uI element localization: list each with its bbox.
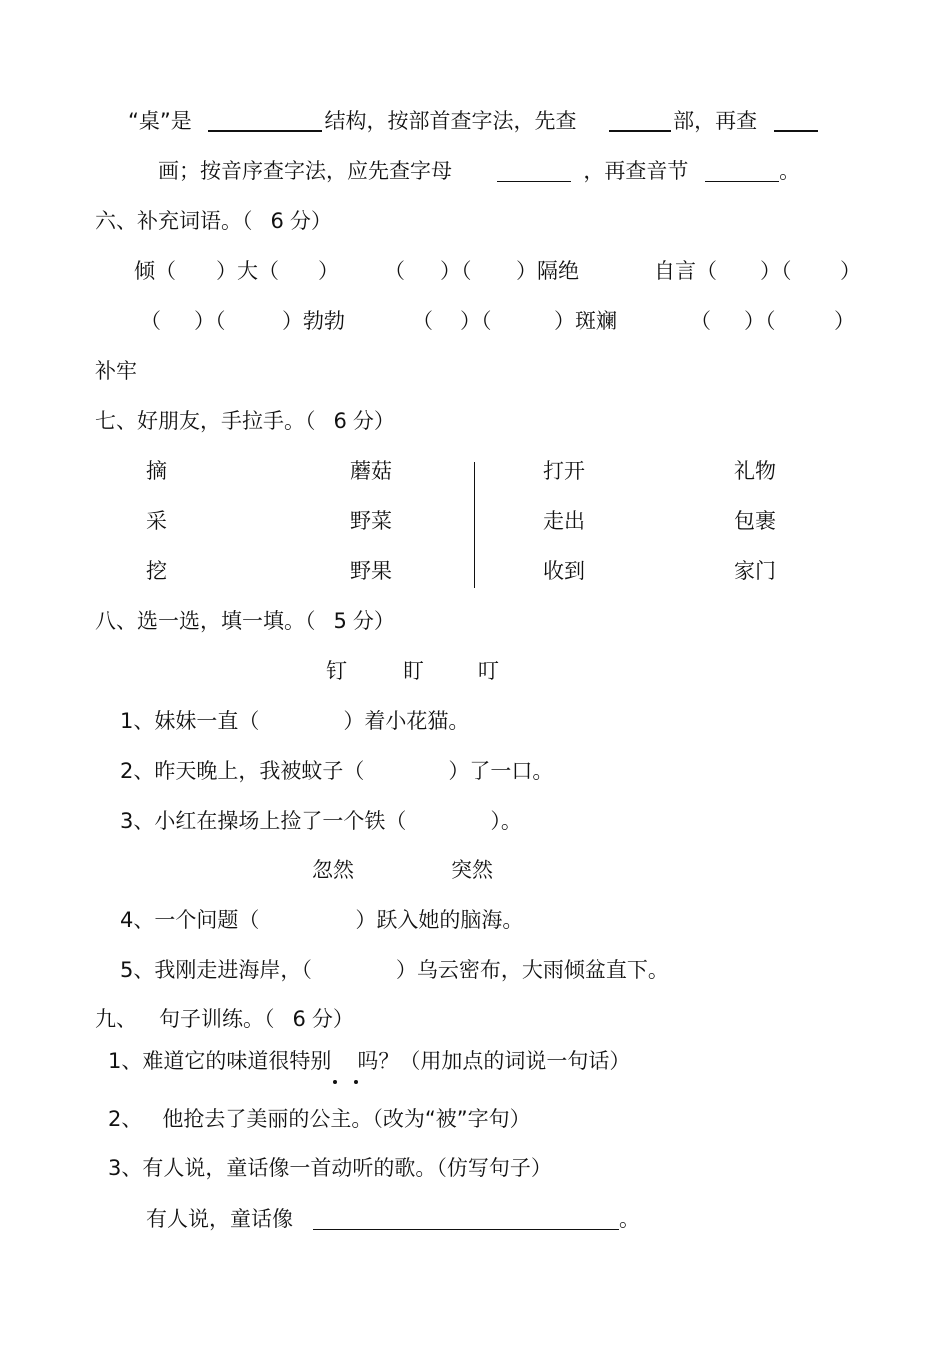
noun-6[interactable]: 家门 (734, 559, 776, 583)
imitation-answer-blank[interactable] (313, 1207, 619, 1230)
question-text-b: 吗？（用加点的词说一句话） (357, 1049, 631, 1073)
sentence-question-1 (108, 1048, 630, 1074)
noun-3[interactable]: 野果 (350, 559, 392, 583)
section-6-title (95, 208, 332, 234)
question-number: 2、 (108, 1107, 143, 1131)
section-7-title (95, 408, 395, 434)
option-huran: 忽然 (312, 858, 354, 882)
verb-2[interactable]: 采 (146, 509, 167, 533)
question-number: 2、 (120, 759, 155, 783)
dictionary-question-line-1 (128, 108, 818, 134)
radical-blank[interactable] (609, 108, 671, 132)
verb-3[interactable]: 挖 (146, 559, 167, 583)
zhuo-label: “桌”是 (128, 109, 192, 133)
question-text-b: ）乌云密布，大雨倾盆直下。 (395, 958, 669, 982)
question-text-a: 小红在操场上捡了一个铁（ (154, 809, 407, 833)
fill-question-1 (120, 708, 469, 734)
idiom-5-part-c: ）斑斓 (554, 309, 617, 333)
pinyin-method-text: 画；按音序查字法，应先查字母 (158, 159, 452, 183)
question-text-b: ）了一口。 (448, 759, 554, 783)
emphasis-dot (354, 1080, 358, 1084)
question-text-a: 昨天晚上，我被蚊子（ (154, 759, 365, 783)
noun-5[interactable]: 包裹 (734, 509, 776, 533)
section-7-score: 6 (333, 409, 347, 433)
dictionary-question-line-2 (158, 158, 800, 184)
noun-4[interactable]: 礼物 (734, 459, 776, 483)
verb-5[interactable]: 走出 (543, 509, 585, 533)
syllable-text: ，再查音节 (583, 159, 689, 183)
option-turan: 突然 (451, 858, 493, 882)
period: 。 (779, 159, 801, 183)
idiom-1-part-a: 倾（ (134, 259, 176, 283)
option-ding-stare: 盯 (403, 659, 424, 683)
radical-text: 部，再查 (673, 109, 758, 133)
section-6-unit: 分） (289, 209, 332, 233)
section-9-score: 6 (292, 1007, 306, 1031)
question-number: 4、 (120, 908, 155, 932)
sentence-question-3-answer (146, 1206, 640, 1232)
noun-1[interactable]: 蘑菇 (350, 459, 392, 483)
idiom-2-part-c: ）隔绝 (516, 259, 579, 283)
strokes-blank[interactable] (774, 108, 818, 132)
question-number: 1、 (120, 709, 155, 733)
letter-blank[interactable] (497, 159, 571, 182)
idiom-2-part-b: ）（ (440, 259, 472, 283)
idiom-4-part-b: ）（ (194, 309, 226, 333)
idiom-3-part-a: 自言（ (654, 259, 717, 283)
idiom-1-part-b: ）大（ (216, 259, 279, 283)
verb-6[interactable]: 收到 (543, 559, 585, 583)
idiom-4-part-c: ）勃勃 (282, 309, 345, 333)
question-text-b: ）。 (490, 809, 522, 833)
question-text-a: 我刚走进海岸，（ (154, 958, 312, 982)
question-text-a: 有人说，童话像一首动听的歌。（仿写句子） (142, 1156, 552, 1180)
question-text-a: 他抢去了美丽的公主。（改为“被”字句） (162, 1107, 531, 1131)
fill-question-2 (120, 758, 553, 784)
answer-prefix: 有人说，童话像 (146, 1207, 293, 1231)
verb-4[interactable]: 打开 (543, 459, 585, 483)
section-6-title-text: 六、补充词语。（ (95, 209, 253, 233)
question-text-a: 妹妹一直（ (154, 709, 260, 733)
idiom-6-part-c: ） (834, 309, 855, 333)
idiom-row-3: 补牢 (95, 359, 137, 383)
section-9-title (95, 1006, 354, 1032)
section-7-title-text: 七、好朋友，手拉手。（ (95, 409, 316, 433)
section-9-title-text: 句子训练。（ (159, 1007, 275, 1031)
period: 。 (619, 1207, 640, 1231)
question-number: 3、 (108, 1156, 143, 1180)
sentence-question-3 (108, 1155, 552, 1181)
question-number: 3、 (120, 809, 155, 833)
verb-1[interactable]: 摘 (146, 459, 167, 483)
idiom-2-part-a: （ (384, 259, 405, 283)
idiom-6-part-b: ）（ (744, 309, 776, 333)
section-9-unit: 分） (311, 1007, 354, 1031)
fill-question-3 (120, 808, 522, 834)
section-9-title-number: 九、 (95, 1007, 137, 1031)
option-ding-nail: 钉 (326, 659, 347, 683)
noun-2[interactable]: 野菜 (350, 509, 392, 533)
fill-question-4 (120, 907, 523, 933)
idiom-1-part-c: ） (318, 259, 339, 283)
section-8-title-text: 八、选一选，填一填。（ (95, 609, 316, 633)
option-ding-bite: 叮 (478, 659, 499, 683)
section-8-unit: 分） (352, 609, 395, 633)
section-8-title (95, 608, 395, 634)
structure-text: 结构，按部首查字法，先查 (324, 109, 577, 133)
section-6-score: 6 (270, 209, 284, 233)
column-divider (474, 462, 475, 588)
question-text-a: 一个问题（ (154, 908, 260, 932)
syllable-blank[interactable] (705, 159, 779, 182)
sentence-question-2 (108, 1106, 531, 1132)
question-text-b: ）跃入她的脑海。 (355, 908, 524, 932)
idiom-6-part-a: （ (690, 309, 711, 333)
structure-blank[interactable] (208, 108, 322, 132)
question-number: 1、 (108, 1049, 143, 1073)
idiom-3-part-b: ）（ (760, 259, 792, 283)
emphasis-dot (333, 1080, 337, 1084)
idiom-5-part-a: （ (412, 309, 433, 333)
fill-question-5 (120, 957, 669, 983)
question-number: 5、 (120, 958, 155, 982)
section-7-unit: 分） (352, 409, 395, 433)
question-text-b: ）着小花猫。 (343, 709, 470, 733)
idiom-4-part-a: （ (140, 309, 161, 333)
section-8-score: 5 (333, 609, 347, 633)
idiom-3-part-c: ） (840, 259, 861, 283)
question-text-a: 难道它的味道很特别 (142, 1049, 332, 1073)
idiom-5-part-b: ）（ (460, 309, 492, 333)
